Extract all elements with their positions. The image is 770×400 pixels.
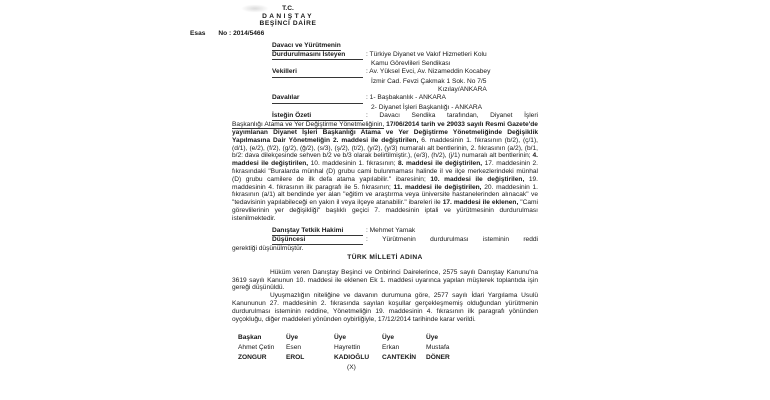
- party-row-address-2: [272, 86, 538, 94]
- signature-member-3: [382, 333, 432, 363]
- republic-abbrev: T.C.: [282, 5, 294, 12]
- ruling-paragraph-2: Uyuşmazlığın niteliğine ve davanın durumuna göre, 2577 sayılı İdari Yargılama Usulü Kanununun 27. maddesinin 2. fıkrasında sayılan koşullar gerçekleşmemiş olduğundan yürütmenin durdurulması isteminin reddine, Yönetmeliğin 19. maddesinin 4. fıkrasının ilk paragrafı yönünden oyçokluğu, diğer maddeleri yönünden oybirliğiyle, 17/12/2014 tarihinde karar verildi.: [232, 292, 538, 323]
- signer-name: Erkan: [382, 344, 400, 352]
- field-label: Düşüncesi: [272, 236, 305, 245]
- field-label: Vekilleri: [272, 68, 297, 77]
- label-underline: [272, 86, 363, 94]
- chamber-name: BEŞİNCİ DAİRE: [259, 20, 317, 28]
- party-row-defendants-1: [272, 94, 538, 103]
- field-value: : Davacı Sendika tarafından, Diyanet İşleri: [366, 111, 538, 119]
- signature-member-4: [426, 333, 476, 363]
- label-underline: [300, 94, 364, 103]
- label-underline: [345, 51, 363, 60]
- signature-block: [232, 333, 538, 383]
- field-label: İsteğin Özeti: [272, 112, 311, 121]
- signer-surname: KADIOĞLU: [334, 354, 370, 362]
- signer-name: Hayrettin: [334, 344, 361, 352]
- signature-president: [238, 333, 288, 363]
- label-underline: [272, 60, 363, 68]
- esas-no-label: No :: [218, 29, 234, 37]
- label-underline: [343, 227, 363, 236]
- signer-title: Üye: [382, 334, 395, 342]
- court-decision-document: [188, 2, 542, 383]
- party-row-counsel: [272, 68, 538, 77]
- signer-surname: ZONGUR: [238, 354, 267, 362]
- court-name: DANIŞTAY: [262, 12, 314, 20]
- signer-title: Üye: [426, 334, 439, 342]
- field-value: : Mehmet Yamak: [366, 226, 416, 234]
- party-row-plaintiff-3: [272, 60, 538, 68]
- field-value: : Yürütmenin durdurulması isteminin reddi: [366, 235, 538, 243]
- field-value: 2- Diyanet İşleri Başkanlığı - ANKARA: [371, 103, 483, 111]
- party-row-defendants-2: [272, 104, 538, 112]
- scan-noise: [240, 4, 270, 13]
- signer-title: Başkan: [238, 334, 262, 342]
- case-number-line: [190, 30, 542, 38]
- signer-name: Esen: [286, 344, 302, 352]
- field-value: : Türkiye Diyanet ve Vakıf Hizmetleri Kolu: [366, 50, 487, 58]
- label-underline: [311, 112, 363, 121]
- party-row-plaintiff-2: [272, 51, 538, 60]
- ruling-paragraph-1: Hüküm veren Danıştay Beşinci ve Onbirinci Dairelerince, 2575 sayılı Danıştay Kanunu'na 3619 sayılı Kanunun 10. maddesi ile eklenen Ek 1. maddesi uyarınca yapılan müşterek toplantıda işin gereği düşünüldü.: [232, 268, 538, 292]
- signer-name: Mustafa: [426, 344, 450, 352]
- esas-label: Esas: [190, 29, 206, 37]
- label-underline: [297, 68, 363, 77]
- request-summary-lead-row: [272, 112, 538, 121]
- field-value: İzmir Cad. Fevzi Çakmak 1 Sok. No 7/5: [371, 77, 487, 85]
- field-value: : Av. Yüksel Evci, Av. Nizameddin Kocabey: [366, 68, 491, 76]
- signer-surname: DÖNER: [426, 354, 450, 362]
- field-label: Davalılar: [272, 94, 300, 103]
- party-row-plaintiff-1: [272, 42, 538, 51]
- signer-name: Ahmet Çetin: [238, 344, 275, 352]
- label-underline: [305, 236, 363, 245]
- label-underline: [272, 78, 363, 86]
- dissent-mark: (X): [347, 364, 356, 372]
- in-the-name-of-turkish-nation-heading: TÜRK MİLLETİ ADINA: [347, 254, 423, 261]
- signer-surname: EROL: [286, 354, 305, 362]
- field-value: [366, 42, 538, 51]
- request-summary-text: Başkanlığı Atama ve Yer Değiştirme Yönetmeliğinin, 17/06/2014 tarih ve 29033 sayılı Resmi Gazete'de yayımlanan Diyanet İşleri Başkanlığı Atama ve Yer Değiştirme Yönetmeliğinde Değişiklik Yapılmasına Dair Yönetmeliğin 2. maddesi ile değiştirilen, 6. maddesinin 1. fıkrasının (b/2), (ç/1), (d/1), (e/2), (f/2), (g/2), (ğ/2), (s/3), (ş/2), (t/2), (y/2), (y/3) numaralı alt bentlerinin, 2. fıkrasının (a/2), (b/1, b/2: dava dilekçesinde sehven b/2 ve b/3 olarak belirtilmiştir.), (e/3), (h/2), (j/1) numaralı alt bentlerinin; 4. maddesi ile değiştirilen, 10. maddesinin 1. fıkrasının; 8. maddesi ile değiştirilen, 17. maddesinin 2. fıkrasındaki "Buralarda münhal (D) grubu cami bulunmaması halinde il ve ilçe merkezlerindeki münhal (D) grubu camilere de ilk defa atama yapılabilir." ibaresinin; 10. maddesi ile değiştirilen, 19. maddesinin 4. fıkrasının ilk paragrafı ile 5. fıkrasının; 11. maddesi ile değiştirilen, 20. maddesinin 1. fıkrasının (a/1) alt bendinde yer alan "eğitim ve araştırma veya üniversite hastanelerinden alınacak" ve "tedavisinin yapılabileceği en yakın il veya ilçeye atanabilir." ibareleri ile 17. maddesi ile eklenen, "Cami görevlilerinin yer değişikliği" başlıklı geçici 7. maddesinin iptali ve yürütmesinin durdurulması istenilmektedir.: [232, 121, 539, 222]
- signer-surname: CANTEKİN: [382, 354, 417, 362]
- field-label: Durdurulmasını İsteyen: [272, 51, 345, 60]
- opinion-continuation: gerektiği düşünülmüştür.: [232, 245, 304, 253]
- signature-member-2: [334, 333, 384, 373]
- field-value: Kızılay/ANKARA: [438, 86, 487, 94]
- field-value: Kamu Görevlileri Sendikası: [371, 60, 451, 68]
- examiner-block: [188, 227, 542, 246]
- label-underline: [341, 42, 363, 51]
- field-label: Danıştay Tetkik Hakimi: [272, 227, 343, 236]
- case-number: 2014/5466: [233, 29, 265, 37]
- parties-block: [188, 42, 542, 122]
- examiner-row: [272, 227, 538, 236]
- signature-member-1: [286, 333, 336, 363]
- signer-title: Üye: [334, 334, 347, 342]
- signer-title: Üye: [286, 334, 299, 342]
- field-label: Davacı ve Yürütmenin: [272, 42, 341, 51]
- opinion-row: [272, 236, 538, 245]
- label-underline: [272, 104, 363, 112]
- field-value: : 1- Başbakanlık - ANKARA: [366, 94, 446, 102]
- party-row-address-1: [272, 78, 538, 86]
- document-header: [188, 2, 388, 28]
